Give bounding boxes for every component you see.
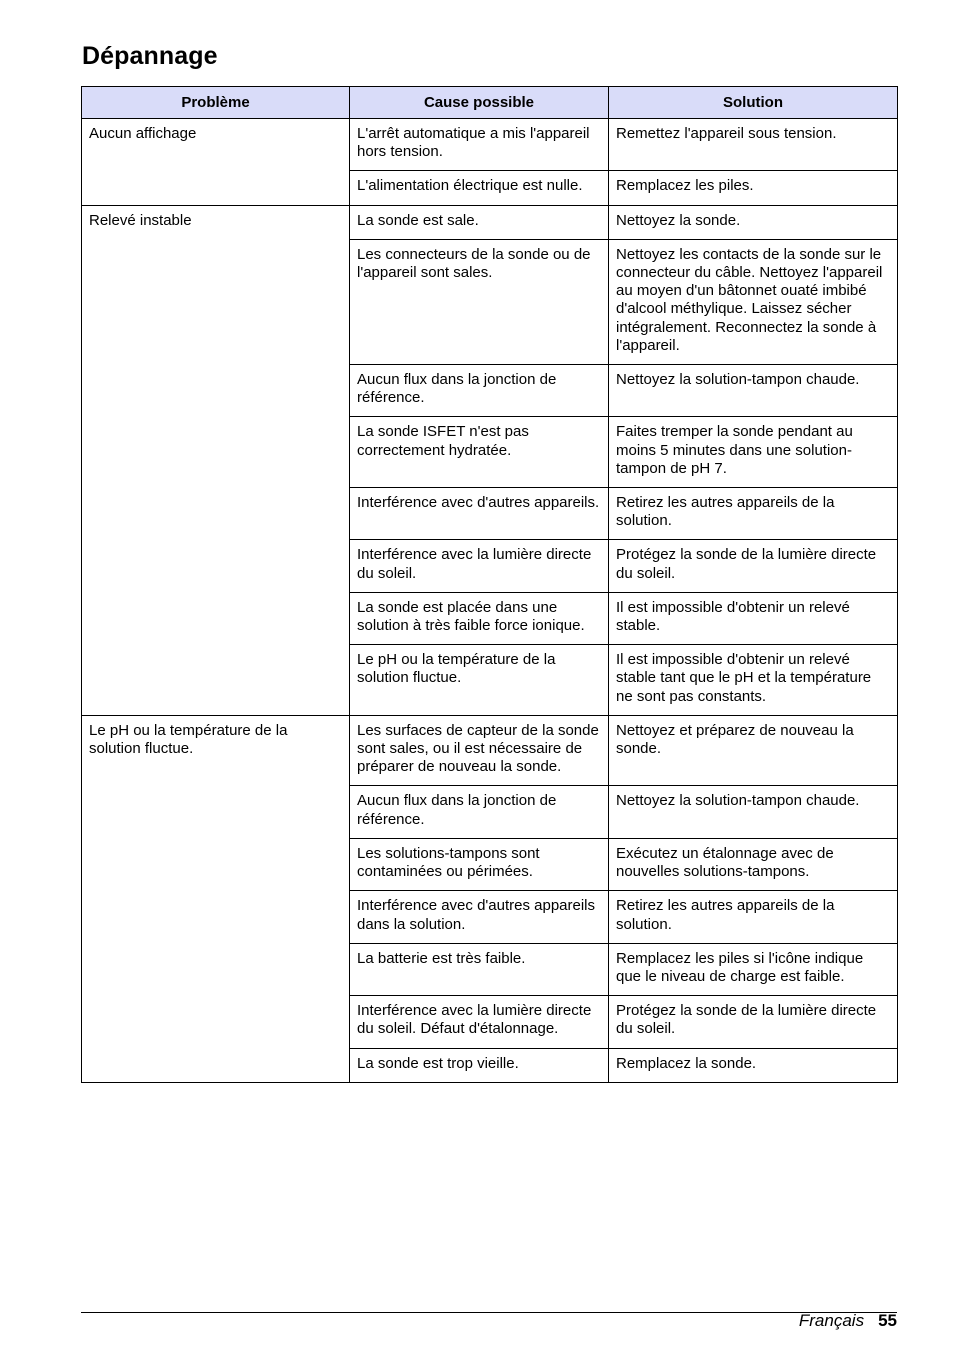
footer-language: Français bbox=[798, 1311, 865, 1330]
cause-cell: L'alimentation électrique est nulle. bbox=[350, 171, 609, 205]
solution-cell: Exécutez un étalonnage avec de nouvelles solutions-tampons. bbox=[609, 838, 898, 890]
table-header bbox=[82, 87, 898, 119]
solution-cell: Protégez la sonde de la lumière directe du soleil. bbox=[609, 540, 898, 592]
solution-cell: Nettoyez la solution-tampon chaude. bbox=[609, 365, 898, 417]
page-title: Dépannage bbox=[82, 42, 218, 70]
cause-cell: La sonde ISFET n'est pas correctement hydratée. bbox=[350, 417, 609, 488]
solution-cell: Il est impossible d'obtenir un relevé stable. bbox=[609, 592, 898, 644]
cause-cell: Les surfaces de capteur de la sonde sont sales, ou il est nécessaire de préparer de nouveau la sonde. bbox=[350, 715, 609, 786]
cause-cell: Le pH ou la température de la solution fluctue. bbox=[350, 645, 609, 716]
solution-cell: Remplacez les piles. bbox=[609, 171, 898, 205]
solution-cell: Retirez les autres appareils de la solution. bbox=[609, 891, 898, 943]
solution-cell: Nettoyez les contacts de la sonde sur le connecteur du câble. Nettoyez l'appareil au moyen d'un bâtonnet ouaté imbibé d'alcool méthylique. Laissez sécher intégralement. Reconnectez la sonde à l'appareil. bbox=[609, 239, 898, 364]
solution-cell: Nettoyez la sonde. bbox=[609, 205, 898, 239]
cause-cell: Aucun flux dans la jonction de référence. bbox=[350, 786, 609, 838]
cause-cell: Interférence avec la lumière directe du soleil. Défaut d'étalonnage. bbox=[350, 996, 609, 1048]
table-row bbox=[82, 119, 898, 171]
table-body bbox=[82, 119, 898, 1083]
header-row bbox=[82, 87, 898, 119]
problem-cell: Relevé instable bbox=[82, 205, 350, 715]
problem-cell: Le pH ou la température de la solution fluctue. bbox=[82, 715, 350, 1082]
cause-cell: Les connecteurs de la sonde ou de l'appareil sont sales. bbox=[350, 239, 609, 364]
solution-cell: Remettez l'appareil sous tension. bbox=[609, 119, 898, 171]
header-cause: Cause possible bbox=[350, 87, 609, 119]
cause-cell: Les solutions-tampons sont contaminées ou périmées. bbox=[350, 838, 609, 890]
table-row bbox=[82, 715, 898, 786]
footer-divider bbox=[81, 1312, 897, 1313]
cause-cell: La sonde est sale. bbox=[350, 205, 609, 239]
cause-cell: La sonde est trop vieille. bbox=[350, 1048, 609, 1082]
cause-cell: Interférence avec d'autres appareils. bbox=[350, 488, 609, 540]
page-footer bbox=[799, 1311, 897, 1331]
cause-cell: L'arrêt automatique a mis l'appareil hors tension. bbox=[350, 119, 609, 171]
page-number: 55 bbox=[878, 1311, 897, 1330]
solution-cell: Remplacez les piles si l'icône indique que le niveau de charge est faible. bbox=[609, 943, 898, 995]
solution-cell: Remplacez la sonde. bbox=[609, 1048, 898, 1082]
solution-cell: Nettoyez la solution-tampon chaude. bbox=[609, 786, 898, 838]
solution-cell: Faites tremper la sonde pendant au moins 5 minutes dans une solution-tampon de pH 7. bbox=[609, 417, 898, 488]
cause-cell: Interférence avec d'autres appareils dans la solution. bbox=[350, 891, 609, 943]
header-problem: Problème bbox=[82, 87, 350, 119]
problem-cell: Aucun affichage bbox=[82, 119, 350, 206]
solution-cell: Retirez les autres appareils de la solution. bbox=[609, 488, 898, 540]
solution-cell: Protégez la sonde de la lumière directe du soleil. bbox=[609, 996, 898, 1048]
solution-cell: Nettoyez et préparez de nouveau la sonde. bbox=[609, 715, 898, 786]
troubleshooting-table bbox=[81, 86, 898, 1083]
cause-cell: La batterie est très faible. bbox=[350, 943, 609, 995]
header-solution: Solution bbox=[609, 87, 898, 119]
solution-cell: Il est impossible d'obtenir un relevé stable tant que le pH et la température ne sont pas constants. bbox=[609, 645, 898, 716]
cause-cell: Aucun flux dans la jonction de référence. bbox=[350, 365, 609, 417]
cause-cell: Interférence avec la lumière directe du soleil. bbox=[350, 540, 609, 592]
cause-cell: La sonde est placée dans une solution à très faible force ionique. bbox=[350, 592, 609, 644]
table-row bbox=[82, 205, 898, 239]
